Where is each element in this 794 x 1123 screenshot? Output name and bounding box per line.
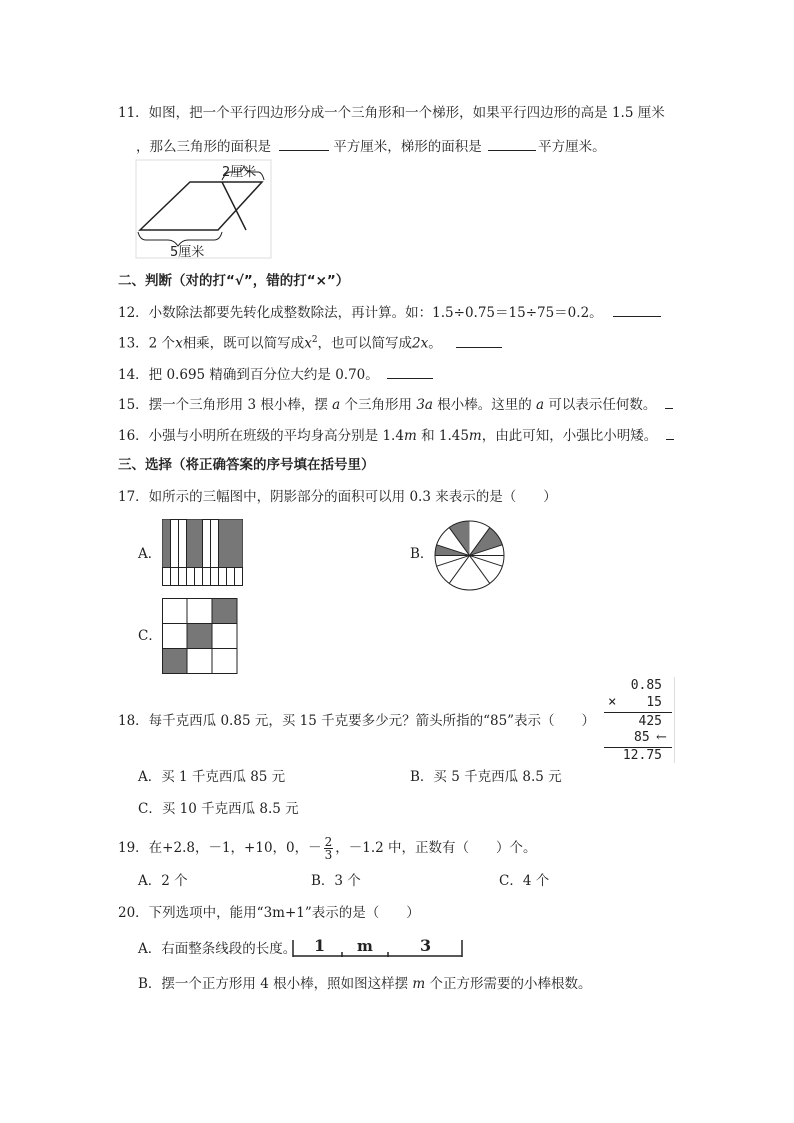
calc-r5: 12.75 xyxy=(622,748,662,763)
q13-b: 相乘，既可以简写成 xyxy=(182,335,305,352)
q16 xyxy=(118,425,674,445)
q15-answer-blank[interactable] xyxy=(665,394,673,409)
q19-fraction xyxy=(324,836,334,861)
q15-b: 个三角形用 xyxy=(344,397,413,413)
q19-option-b[interactable]: B．3 个 xyxy=(311,873,361,889)
q11-line2 xyxy=(136,136,606,156)
q17-option-a-label[interactable]: A． xyxy=(138,546,162,562)
q15-a: 15．摆一个三角形用 3 根小棒，摆 xyxy=(118,397,328,413)
q17-option-c-label[interactable]: C． xyxy=(138,628,162,644)
q13-a: 13．2 个 xyxy=(118,335,176,352)
label-2cm: 2厘米 xyxy=(222,165,257,180)
q13-c: ，也可以简写成 xyxy=(317,335,413,352)
q20-optB-b: 个正方形需要的小棒根数。 xyxy=(429,976,592,992)
q19-b: ，－1.2 中，正数有（ ）个。 xyxy=(335,840,537,856)
q16-b: 和 1.45 xyxy=(421,428,469,444)
q17-figure-b-circle[interactable] xyxy=(434,520,506,592)
seg-label-3: 3 xyxy=(420,936,432,955)
calc-r1: 0.85 xyxy=(630,678,662,693)
q13-x2: x xyxy=(304,335,312,352)
q13-x1: x xyxy=(175,335,183,352)
q16-a: 16．小强与小明所在班级的平均身高分别是 1.4 xyxy=(118,428,404,444)
section2-title: 二、判断（对的打“√”，错的打“×”） xyxy=(118,273,350,289)
q17-option-b-label[interactable]: B． xyxy=(410,546,434,562)
q15-d: 可以表示任何数。 xyxy=(548,397,657,413)
q15-v1: a xyxy=(332,397,341,413)
q20-segment-figure xyxy=(292,936,464,960)
q20-stem: 20．下列选项中，能用“3m+1”表示的是（ ） xyxy=(118,905,420,921)
q11-text-a: ，那么三角形的面积是 xyxy=(136,139,271,155)
bottom-brace xyxy=(138,232,222,246)
q17-stem: 17．如所示的三幅图中，阴影部分的面积可以用 0.3 来表示的是（ ） xyxy=(118,489,557,505)
seg-label-m: m xyxy=(357,937,373,955)
parallelogram-figure xyxy=(130,160,275,260)
q13-x3: 2x xyxy=(412,335,429,352)
q13-answer-blank[interactable] xyxy=(456,333,502,348)
section3-title: 三、选择（将正确答案的序号填在括号里） xyxy=(118,457,375,473)
q16-c: ，由此可知，小强比小明矮。 xyxy=(481,428,658,444)
q13 xyxy=(118,331,502,353)
q18-multiplication xyxy=(600,677,675,763)
q16-v2: m xyxy=(468,428,482,444)
q18-option-a[interactable]: A．买 1 千克西瓜 85 元 xyxy=(138,769,286,785)
label-5cm: 5厘米 xyxy=(170,245,205,260)
seg-label-1: 1 xyxy=(314,936,326,955)
q19-option-a[interactable]: A．2 个 xyxy=(138,873,188,889)
q12-answer-blank[interactable] xyxy=(613,302,661,317)
q11-blank-trapezoid[interactable] xyxy=(488,136,536,151)
q19-option-c[interactable]: C．4 个 xyxy=(499,873,550,889)
q17-figure-a[interactable] xyxy=(162,519,244,587)
q14-answer-blank[interactable] xyxy=(387,364,433,379)
q19-frac-den: 3 xyxy=(324,848,333,862)
q15-v2: 3a xyxy=(416,397,433,413)
q20-option-b[interactable] xyxy=(138,975,592,993)
q20-option-a[interactable]: A．右面整条线段的长度。 xyxy=(138,941,297,957)
q15 xyxy=(118,394,673,414)
q20-optB-var: m xyxy=(412,976,426,992)
q18-option-b[interactable]: B．买 5 千克西瓜 8.5 元 xyxy=(410,769,562,785)
q13-d: 。 xyxy=(428,335,442,352)
q14 xyxy=(118,364,433,384)
calc-r4: 85 xyxy=(634,730,650,745)
q20-optB-a: B．摆一个正方形用 4 根小棒，照如图这样摆 xyxy=(138,976,409,992)
q12-text: 12．小数除法都要先转化成整数除法，再计算。如：1.5÷0.75＝15÷75＝0.2。 xyxy=(118,305,603,321)
q16-v1: m xyxy=(403,428,417,444)
q15-c: 根小棒。这里的 xyxy=(437,397,532,413)
q18-option-c[interactable]: C．买 10 千克西瓜 8.5 元 xyxy=(138,801,299,817)
q13-sup: 2 xyxy=(311,335,318,345)
q17-figure-c-grid[interactable] xyxy=(162,598,238,676)
q14-text: 14．把 0.695 精确到百分位大约是 0.70。 xyxy=(118,367,379,383)
q19-a: 19．在+2.8，－1，+10，0，－ xyxy=(118,840,322,856)
calc-r2: 15 xyxy=(646,695,662,710)
q11-text-b: 平方厘米，梯形的面积是 xyxy=(333,139,482,155)
q15-v3: a xyxy=(536,397,545,413)
calc-arrow-icon: ← xyxy=(656,730,667,745)
q11-line1: 11．如图，把一个平行四边形分成一个三角形和一个梯形，如果平行四边形的高是 1.5 厘米 xyxy=(118,105,665,121)
q18-stem: 18．每千克西瓜 0.85 元，买 15 千克要多少元？箭头所指的“85”表示（ ） xyxy=(118,713,596,729)
calc-times: × xyxy=(608,694,617,710)
q11-text-c: 平方厘米。 xyxy=(538,139,606,155)
q12 xyxy=(118,302,661,322)
calc-r3: 425 xyxy=(638,714,662,729)
q11-blank-triangle[interactable] xyxy=(279,136,329,151)
q19-stem xyxy=(118,836,537,861)
q19-frac-num: 2 xyxy=(324,835,333,849)
q16-answer-blank[interactable] xyxy=(666,425,674,440)
